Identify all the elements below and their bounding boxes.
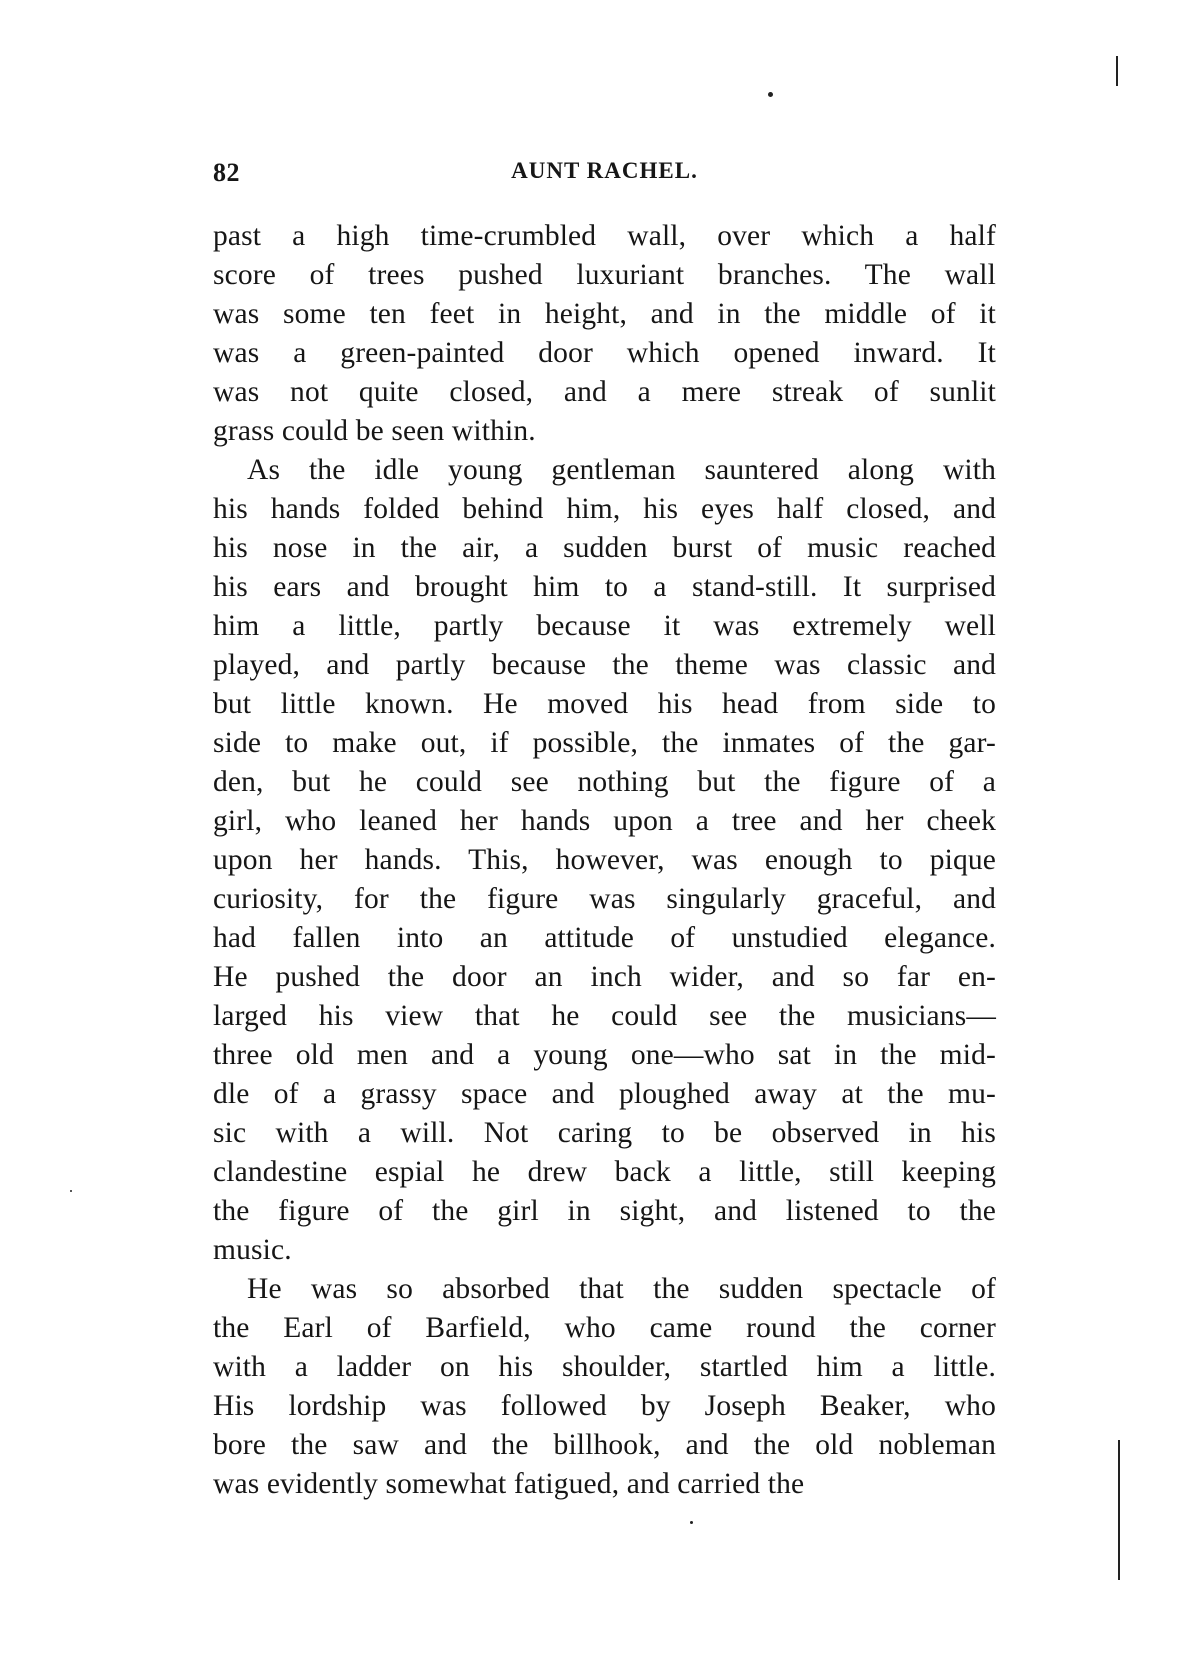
- text-line: den, but he could see nothing but the figure of a: [213, 766, 996, 798]
- text-line: sic with a will. Not caring to be observed in his: [213, 1117, 996, 1149]
- text-line: dle of a grassy space and ploughed away at the mu-: [213, 1078, 996, 1110]
- text-line: his nose in the air, a sudden burst of music reached: [213, 532, 996, 564]
- text-line: was not quite closed, and a mere streak of sunlit: [213, 376, 996, 408]
- text-line: past a high time-crumbled wall, over which a half: [213, 220, 996, 252]
- text-line: but little known. He moved his head from side to: [213, 688, 996, 720]
- ink-speck: [768, 92, 773, 97]
- page-number: 82: [213, 158, 240, 187]
- text-line: him a little, partly because it was extremely well: [213, 610, 996, 642]
- text-line: played, and partly because the theme was classic and: [213, 649, 996, 681]
- text-line: upon her hands. This, however, was enough to pique: [213, 844, 996, 876]
- text-line: He pushed the door an inch wider, and so far en-: [213, 961, 996, 993]
- text-line: the Earl of Barfield, who came round the corner: [213, 1312, 996, 1344]
- paragraph: [213, 1270, 996, 1504]
- paragraph: [213, 451, 996, 1270]
- text-line: He was so absorbed that the sudden spectacle of: [247, 1273, 996, 1305]
- text-line: larged his view that he could see the musicians—: [213, 1000, 996, 1032]
- scan-edge-mark: [1116, 56, 1118, 86]
- text-line: was evidently somewhat fatigued, and carried the: [213, 1468, 805, 1500]
- text-line: his hands folded behind him, his eyes half closed, and: [213, 493, 996, 525]
- text-line: His lordship was followed by Joseph Beaker, who: [213, 1390, 996, 1422]
- text-line: was some ten feet in height, and in the middle of it: [213, 298, 996, 330]
- running-head: AUNT RACHEL.: [511, 158, 698, 183]
- text-line: side to make out, if possible, the inmates of the gar-: [213, 727, 996, 759]
- text-line: grass could be seen within.: [213, 415, 536, 447]
- ink-speck: [70, 1190, 72, 1192]
- text-line: with a ladder on his shoulder, startled him a little.: [213, 1351, 996, 1383]
- text-line: As the idle young gentleman sauntered along with: [247, 454, 996, 486]
- text-line: was a green-painted door which opened inward. It: [213, 337, 996, 369]
- text-line: bore the saw and the billhook, and the old nobleman: [213, 1429, 996, 1461]
- body-text: [213, 217, 996, 1504]
- text-line: girl, who leaned her hands upon a tree and her cheek: [213, 805, 996, 837]
- text-line: score of trees pushed luxuriant branches. The wall: [213, 259, 996, 291]
- paragraph: [213, 217, 996, 451]
- text-line: had fallen into an attitude of unstudied elegance.: [213, 922, 996, 954]
- text-line: the figure of the girl in sight, and listened to the: [213, 1195, 996, 1227]
- scan-edge-mark: [1118, 1440, 1120, 1580]
- ink-speck: [690, 1521, 693, 1524]
- text-line: music.: [213, 1234, 292, 1266]
- text-line: three old men and a young one—who sat in the mid-: [213, 1039, 996, 1071]
- page-header: [213, 158, 996, 194]
- text-line: curiosity, for the figure was singularly graceful, and: [213, 883, 996, 915]
- text-line: his ears and brought him to a stand-still. It surprised: [213, 571, 996, 603]
- text-line: clandestine espial he drew back a little, still keeping: [213, 1156, 996, 1188]
